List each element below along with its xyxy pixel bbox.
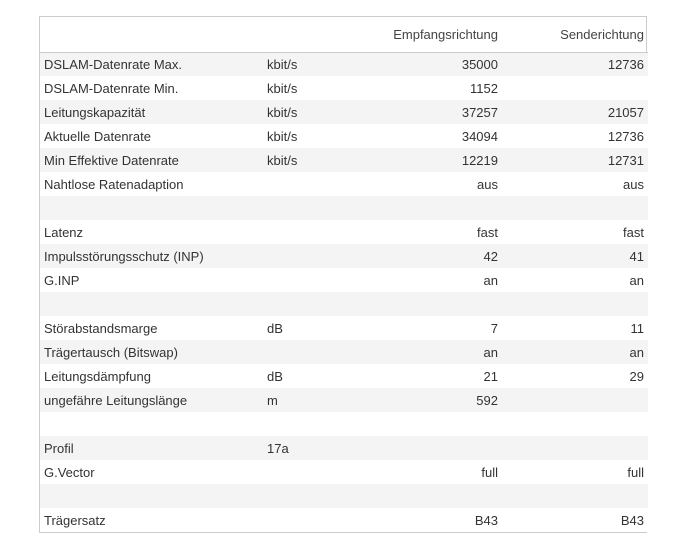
row-downstream-value: 12219	[461, 152, 498, 168]
row-unit: kbit/s	[267, 104, 298, 120]
table-row	[40, 124, 648, 148]
row-unit: 17a	[267, 440, 289, 456]
row-label	[40, 292, 263, 316]
row-downstream-value	[358, 412, 502, 436]
table-row	[40, 436, 648, 460]
row-upstream-value	[502, 196, 648, 220]
row-upstream-value: 12736	[607, 128, 644, 144]
table-row	[40, 460, 648, 484]
row-upstream-value	[502, 388, 648, 412]
table-row	[40, 268, 648, 292]
row-unit	[263, 220, 358, 244]
table-row	[40, 364, 648, 388]
table-row	[40, 484, 648, 508]
header-downstream: Empfangsrichtung	[393, 26, 498, 42]
row-downstream-value	[358, 484, 502, 508]
row-unit: dB	[267, 320, 283, 336]
table-row	[40, 292, 648, 316]
header-unit	[263, 17, 358, 52]
row-downstream-value: 34094	[461, 128, 498, 144]
row-upstream-value	[502, 412, 648, 436]
row-downstream-value	[358, 292, 502, 316]
table-row	[40, 412, 648, 436]
row-label: Leitungsdämpfung	[44, 368, 151, 384]
table-row	[40, 172, 648, 196]
row-label: G.Vector	[44, 464, 95, 480]
row-label: Trägertausch (Bitswap)	[44, 344, 178, 360]
row-label: DSLAM-Datenrate Min.	[44, 80, 179, 96]
row-downstream-value: 592	[476, 392, 498, 408]
row-upstream-value: an	[629, 272, 644, 288]
row-label	[40, 196, 263, 220]
row-unit	[263, 508, 358, 532]
row-upstream-value	[502, 76, 648, 100]
table-row	[40, 220, 648, 244]
row-upstream-value: fast	[623, 224, 644, 240]
row-upstream-value: an	[629, 344, 644, 360]
row-downstream-value	[358, 196, 502, 220]
row-downstream-value: 7	[490, 320, 498, 336]
row-unit	[263, 484, 358, 508]
row-label: Profil	[44, 440, 74, 456]
row-upstream-value: B43	[620, 512, 644, 528]
table-header-row	[40, 17, 648, 52]
row-upstream-value: aus	[623, 176, 644, 192]
row-downstream-value	[358, 436, 502, 460]
row-label: Störabstandsmarge	[44, 320, 158, 336]
row-label: Aktuelle Datenrate	[44, 128, 151, 144]
row-unit: dB	[267, 368, 283, 384]
row-label	[40, 412, 263, 436]
row-unit: m	[267, 392, 278, 408]
row-upstream-value	[502, 484, 648, 508]
table-row	[40, 52, 648, 76]
row-upstream-value: full	[627, 464, 644, 480]
row-downstream-value: aus	[477, 176, 498, 192]
table-row	[40, 340, 648, 364]
row-downstream-value: 42	[483, 248, 498, 264]
table-row	[40, 508, 648, 532]
row-unit	[263, 292, 358, 316]
row-unit	[263, 196, 358, 220]
row-label: Impulsstörungsschutz (INP)	[44, 248, 204, 264]
row-label: Nahtlose Ratenadaption	[44, 176, 184, 192]
row-upstream-value: 29	[629, 368, 644, 384]
row-downstream-value: 21	[483, 368, 498, 384]
row-downstream-value: fast	[477, 224, 498, 240]
row-downstream-value: 35000	[461, 56, 498, 72]
row-downstream-value: 1152	[470, 80, 498, 96]
table-row	[40, 76, 648, 100]
row-downstream-value: B43	[474, 512, 498, 528]
row-label: Trägersatz	[44, 512, 106, 528]
row-unit	[263, 340, 358, 364]
header-upstream: Senderichtung	[560, 26, 644, 42]
row-downstream-value: 37257	[461, 104, 498, 120]
row-unit	[263, 268, 358, 292]
row-label	[40, 484, 263, 508]
table-row	[40, 196, 648, 220]
row-label: G.INP	[44, 272, 80, 288]
row-unit: kbit/s	[267, 152, 298, 168]
row-unit: kbit/s	[267, 128, 298, 144]
row-downstream-value: full	[481, 464, 498, 480]
row-upstream-value: 12736	[607, 56, 644, 72]
table-row	[40, 388, 648, 412]
row-label: Leitungskapazität	[44, 104, 146, 120]
row-unit	[263, 412, 358, 436]
row-unit	[263, 244, 358, 268]
row-upstream-value: 21057	[607, 104, 644, 120]
table-row	[40, 244, 648, 268]
row-unit	[263, 460, 358, 484]
row-downstream-value: an	[483, 272, 498, 288]
row-label: ungefähre Leitungslänge	[44, 392, 188, 408]
row-upstream-value: 12731	[607, 152, 644, 168]
row-unit	[263, 172, 358, 196]
dsl-info-table	[40, 17, 648, 532]
header-label	[40, 17, 263, 52]
table-row	[40, 100, 648, 124]
table-row	[40, 316, 648, 340]
row-unit: kbit/s	[267, 80, 298, 96]
row-upstream-value	[502, 436, 648, 460]
row-label: Min Effektive Datenrate	[44, 152, 179, 168]
row-downstream-value: an	[483, 344, 498, 360]
row-upstream-value: 11	[630, 320, 644, 336]
row-unit: kbit/s	[267, 56, 298, 72]
row-upstream-value: 41	[629, 248, 644, 264]
row-upstream-value	[502, 292, 648, 316]
row-label: DSLAM-Datenrate Max.	[44, 56, 182, 72]
dsl-info-table-container	[39, 16, 647, 533]
table-row	[40, 148, 648, 172]
row-label: Latenz	[44, 224, 84, 240]
